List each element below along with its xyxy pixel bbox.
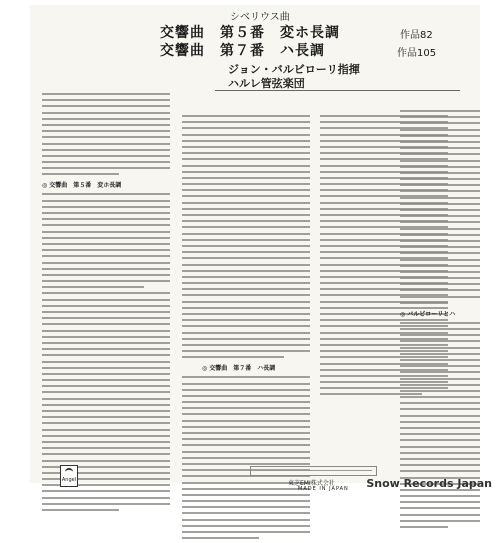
orchestra-credit: ハルレ管弦楽団 <box>228 77 305 90</box>
angel-wing-icon <box>65 468 73 476</box>
symphony-5-title: 交響曲 第５番 変ホ長調 <box>160 25 340 41</box>
section-heading-symphony-7: ◎ 交響曲 第７番 ハ長調 <box>202 365 276 373</box>
section-heading-symphony-5: ◎ 交響曲 第５番 変ホ長調 <box>42 182 122 190</box>
symphony-7-opus: 作品105 <box>397 48 437 59</box>
footer-notice-box <box>250 466 377 476</box>
text-column-right <box>400 110 480 532</box>
section-heading-barbirolli: ◎ バルビローリとハ <box>400 310 456 318</box>
angel-logo: Angel <box>60 465 78 487</box>
header-divider <box>215 90 460 91</box>
made-in-label: MADE IN JAPAN <box>298 486 349 492</box>
composer-name: シベリウス曲 <box>230 12 290 23</box>
symphony-7-title: 交響曲 第７番 ハ長調 <box>160 43 325 59</box>
conductor-credit: ジョン・バルビローリ指揮 <box>228 63 360 76</box>
symphony-5-opus: 作品82 <box>400 30 433 41</box>
watermark: Snow Records Japan <box>366 477 492 490</box>
text-column-1 <box>42 93 170 515</box>
record-company: 東芝EMI株式会社 <box>288 480 335 487</box>
